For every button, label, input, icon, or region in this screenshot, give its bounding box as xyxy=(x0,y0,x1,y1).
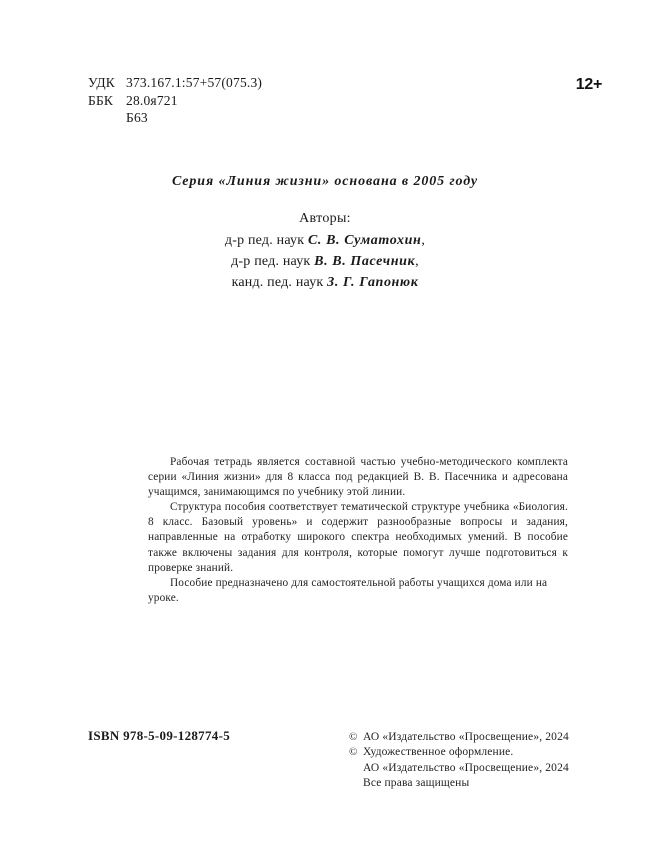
classification-codes xyxy=(88,74,262,127)
author-mark-value: Б63 xyxy=(126,110,148,125)
copyright-row xyxy=(349,730,569,745)
bbk-value: 28.0я721 xyxy=(126,92,178,108)
author-suffix: , xyxy=(421,233,426,248)
age-rating-badge: 12+ xyxy=(575,76,602,93)
copyright-text: АО «Издательство «Просвещение», 2024 xyxy=(363,731,569,743)
author-name: З. Г. Гапонюк xyxy=(327,275,419,290)
author-entry xyxy=(0,230,650,251)
copyright-text: АО «Издательство «Просвещение», 2024 xyxy=(363,761,569,774)
copyright-block xyxy=(349,730,569,792)
copyright-icon: © xyxy=(349,746,358,759)
copyright-row xyxy=(349,776,569,791)
udc-label: УДК xyxy=(88,75,116,90)
author-suffix: , xyxy=(415,254,419,269)
bbk-row xyxy=(88,92,262,110)
copyright-text: Художественное оформление. xyxy=(363,746,514,759)
annotation-text xyxy=(148,455,568,606)
copyright-text: Все права защищены xyxy=(363,777,470,790)
copyright-row xyxy=(349,745,569,760)
authors-block xyxy=(0,208,650,293)
author-mark-row xyxy=(88,109,262,127)
author-entry xyxy=(0,272,650,293)
author-degree: д-р пед. наук xyxy=(224,233,308,248)
authors-heading: Авторы: xyxy=(299,211,351,226)
author-degree: канд. пед. наук xyxy=(231,275,328,290)
author-name: С. В. Суматохин xyxy=(307,233,422,248)
copyright-icon: © xyxy=(349,731,358,743)
copyright-row xyxy=(349,761,569,776)
author-entry xyxy=(0,251,650,272)
series-line: Серия «Линия жизни» основана в 2005 году xyxy=(171,174,479,189)
udc-row xyxy=(88,74,262,92)
annotation-paragraph: Рабочая тетрадь является составной частью учебно-методического комплекта серии «Линия жизни» для 8 класса под редакцией В. В. Пасечника и адресована учащимся, занимающимся по учебнику этой линии. xyxy=(148,456,568,499)
bbk-label: ББК xyxy=(88,92,114,108)
isbn: ISBN 978-5-09-128774-5 xyxy=(88,728,231,743)
udc-value: 373.167.1:57+57(075.3) xyxy=(126,75,263,90)
author-degree: д-р пед. наук xyxy=(231,254,315,269)
annotation-paragraph: Структура пособия соответствует тематической структуре учебника «Биология. 8 класс. Базовый уровень» и содержит разнообразные вопросы и задания, направленные на отработку широкого спектра необходимых умений. В пособие также включены задания для контроля, которые помогут лучше подготовиться к проверке знаний. xyxy=(148,501,568,574)
annotation-paragraph: Пособие предназначено для самостоятельной работы учащихся дома или на уроке. xyxy=(148,576,548,604)
author-name: В. В. Пасечник xyxy=(314,254,416,269)
